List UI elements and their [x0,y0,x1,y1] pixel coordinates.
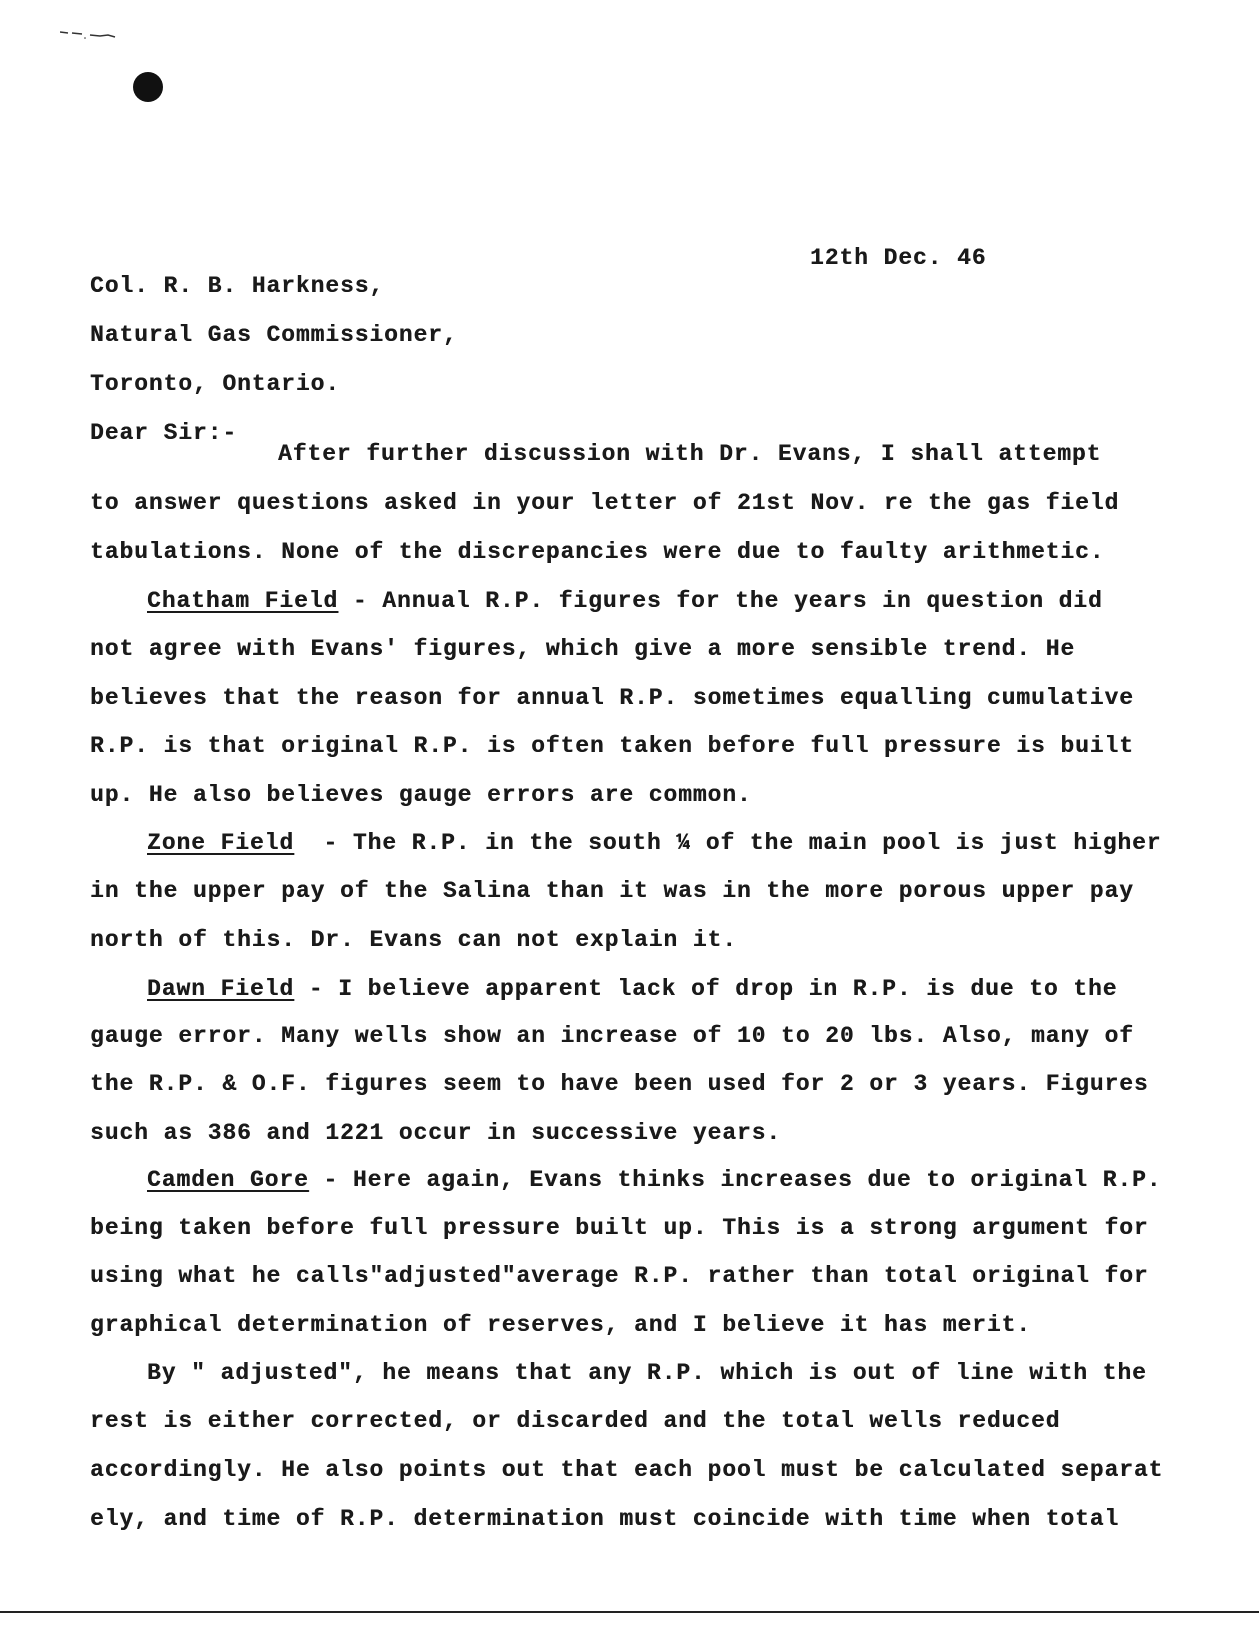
section-dawn-first-line [147,975,1117,1003]
section-text: - Here again, Evans thinks increases due to original R.P. [308,1167,1162,1193]
closing-line-1: By " adjusted", he means that any R.P. which is out of line with the [147,1360,1147,1386]
section-camden-line: graphical determination of reserves, and I believe it has merit. [90,1312,1031,1338]
closing-line-2: rest is either corrected, or discarded and the total wells reduced [90,1408,1061,1434]
intro-line-2: to answer questions asked in your letter of 21st Nov. re the gas field [90,490,1120,516]
section-heading: Dawn Field [147,976,295,1002]
section-camden-line: using what he calls"adjusted"average R.P. rather than total original for [90,1263,1149,1289]
section-camden-first-line [147,1166,1161,1194]
section-chatham-line: up. He also believes gauge errors are common. [90,782,752,808]
section-heading: Zone Field [147,830,295,856]
section-zone-first-line [147,829,1161,857]
salutation: Dear Sir:- [90,420,238,446]
section-text: - I believe apparent lack of drop in R.P. is due to the [294,976,1118,1002]
recipient-title: Natural Gas Commissioner, [90,322,458,348]
section-heading: Chatham Field [147,588,339,614]
section-zone-line: north of this. Dr. Evans can not explain it. [90,927,737,953]
closing-line-3: accordingly. He also points out that each pool must be calculated separat [90,1457,1164,1483]
punch-hole-icon [133,72,163,102]
section-chatham-first-line [147,587,1103,615]
section-chatham-line: R.P. is that original R.P. is often taken before full pressure is built [90,733,1134,759]
section-chatham-line: not agree with Evans' figures, which give a more sensible trend. He [90,636,1076,662]
section-dawn-line: such as 386 and 1221 occur in successive years. [90,1120,782,1146]
recipient-city: Toronto, Ontario. [90,371,340,397]
section-text: - Annual R.P. figures for the years in question did [338,588,1103,614]
recipient-name: Col. R. B. Harkness, [90,273,385,299]
intro-line-1: After further discussion with Dr. Evans, I shall attempt [278,441,1102,467]
page-scuff-mark [60,26,130,36]
section-dawn-line: gauge error. Many wells show an increase of 10 to 20 lbs. Also, many of [90,1023,1134,1049]
section-heading: Camden Gore [147,1167,309,1193]
section-chatham-line: believes that the reason for annual R.P. sometimes equalling cumulative [90,685,1134,711]
letter-date: 12th Dec. 46 [810,245,987,271]
section-zone-line: in the upper pay of the Salina than it was in the more porous upper pay [90,878,1134,904]
section-camden-line: being taken before full pressure built up. This is a strong argument for [90,1215,1149,1241]
section-text: - The R.P. in the south ¼ of the main pool is just higher [294,830,1162,856]
section-dawn-line: the R.P. & O.F. figures seem to have been used for 2 or 3 years. Figures [90,1071,1149,1097]
intro-line-3: tabulations. None of the discrepancies were due to faulty arithmetic. [90,539,1105,565]
closing-line-4: ely, and time of R.P. determination must coincide with time when total [90,1506,1120,1532]
page-bottom-edge [0,1611,1259,1613]
